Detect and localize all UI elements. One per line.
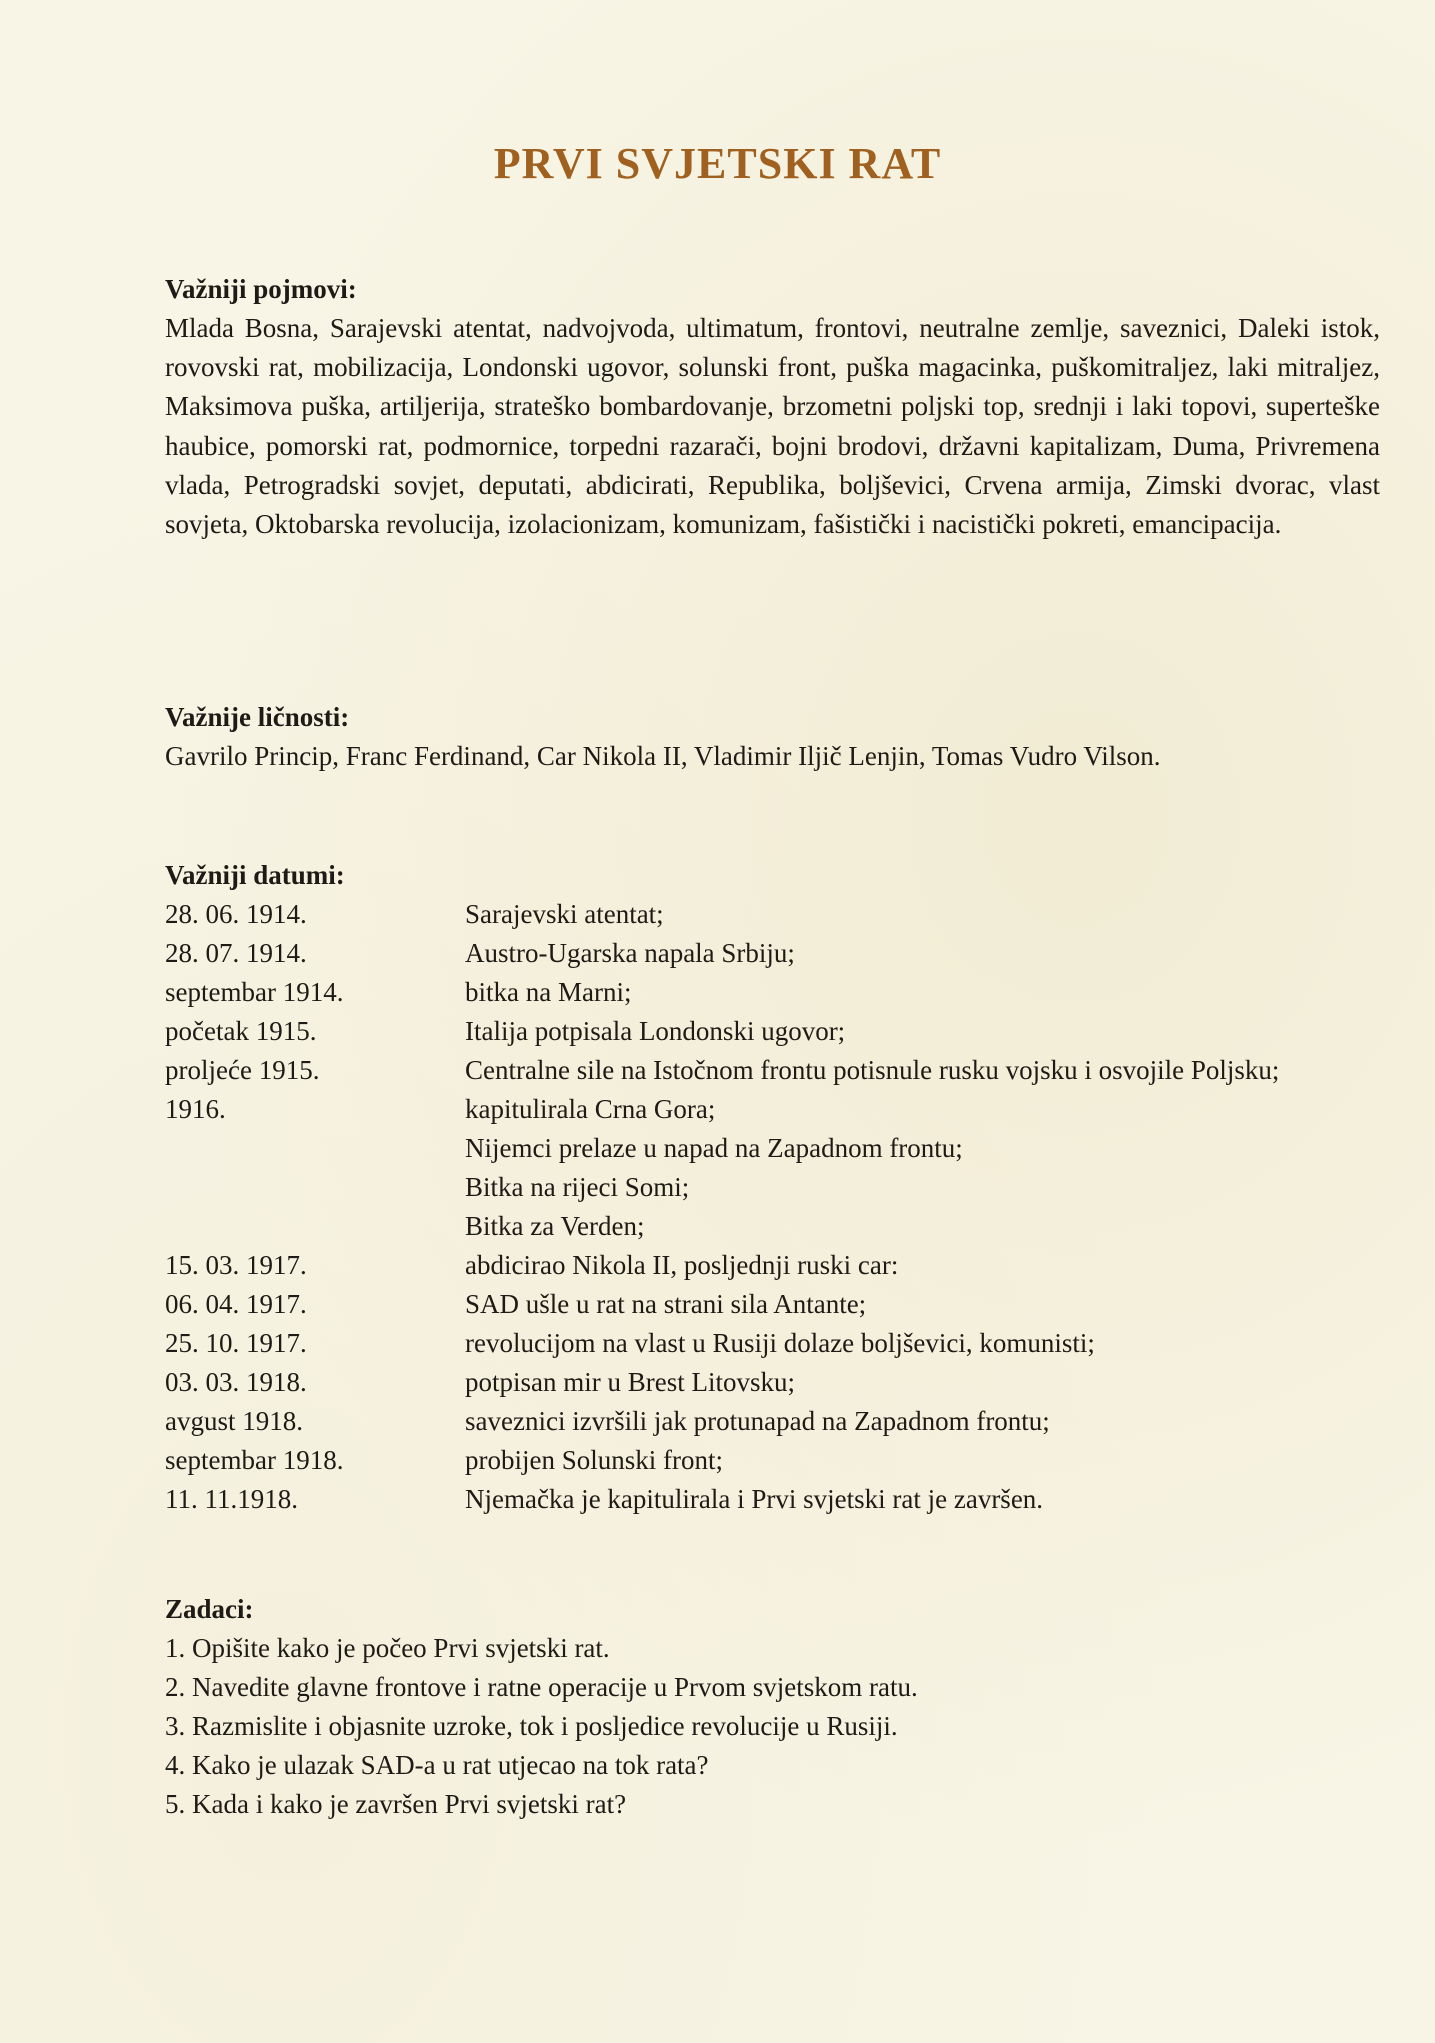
date-row	[165, 1051, 1380, 1090]
tasks-heading: Zadaci:	[165, 1594, 254, 1624]
date-row	[165, 1402, 1380, 1441]
event-cell: Bitka za Verden;	[465, 1211, 645, 1241]
terms-heading: Važniji pojmovi:	[165, 274, 357, 304]
event-cell: Austro-Ugarska napala Srbiju;	[465, 938, 795, 968]
date-row	[165, 1168, 1380, 1207]
event-cell: probijen Solunski front;	[465, 1445, 723, 1475]
event-cell: Sarajevski atentat;	[465, 899, 664, 929]
terms-section	[165, 270, 1380, 544]
task-item: 5. Kada i kako je završen Prvi svjetski rat?	[165, 1789, 627, 1819]
event-cell: saveznici izvršili jak protunapad na Zapadnom frontu;	[465, 1406, 1050, 1436]
date-cell	[165, 1129, 465, 1168]
date-row	[165, 1363, 1380, 1402]
dates-section	[165, 856, 1380, 1519]
event-cell: Njemačka je kapitulirala i Prvi svjetski rat je završen.	[465, 1484, 1044, 1514]
date-row	[165, 895, 1380, 934]
event-cell: potpisan mir u Brest Litovsku;	[465, 1367, 795, 1397]
event-cell: kapitulirala Crna Gora;	[465, 1094, 716, 1124]
date-cell	[165, 1207, 465, 1246]
date-cell: septembar 1914.	[165, 977, 344, 1007]
date-row	[165, 1207, 1380, 1246]
dates-table	[165, 895, 1380, 1519]
date-row	[165, 1324, 1380, 1363]
event-cell: abdicirao Nikola II, posljednji ruski car:	[465, 1250, 899, 1280]
terms-text: Mlada Bosna, Sarajevski atentat, nadvojvoda, ultimatum, frontovi, neutralne zemlje, saveznici, Daleki istok, rovovski rat, mobilizacija, Londonski ugovor, solunski front, puška magacinka, puškomitraljez, laki mitraljez, Maksimova puška, artiljerija, strateško bombardovanje, brzometni poljski top, srednji i laki topovi, superteške haubice, pomorski rat, podmornice, torpedni razarači, bojni brodovi, državni kapitalizam, Duma, Privremena vlada, Petrogradski sovjet, deputati, abdicirati, Republika, boljševici, Crvena armija, Zimski dvorac, vlast sovjeta, Oktobarska revolucija, izolacionizam, komunizam, fašistički i nacistički pokreti, emancipacija.	[165, 313, 1380, 540]
date-cell: proljeće 1915.	[165, 1055, 320, 1085]
event-cell: Nijemci prelaze u napad na Zapadnom frontu;	[465, 1133, 963, 1163]
date-cell: 03. 03. 1918.	[165, 1367, 307, 1397]
date-cell: 06. 04. 1917.	[165, 1289, 307, 1319]
event-cell: Bitka na rijeci Somi;	[465, 1172, 690, 1202]
date-row	[165, 1090, 1380, 1129]
event-cell: bitka na Marni;	[465, 977, 632, 1007]
date-row	[165, 1246, 1380, 1285]
persons-heading: Važnije ličnosti:	[165, 702, 350, 732]
page-title: PRVI SVJETSKI RAT	[493, 139, 942, 188]
persons-section	[165, 698, 1380, 776]
persons-text: Gavrilo Princip, Franc Ferdinand, Car Nikola II, Vladimir Iljič Lenjin, Tomas Vudro Vilson.	[165, 741, 1161, 771]
date-cell: početak 1915.	[165, 1016, 317, 1046]
task-item: 2. Navedite glavne frontove i ratne operacije u Prvom svjetskom ratu.	[165, 1672, 918, 1702]
event-cell: revolucijom na vlast u Rusiji dolaze boljševici, komunisti;	[465, 1328, 1095, 1358]
date-row	[165, 973, 1380, 1012]
dates-heading: Važniji datumi:	[165, 860, 345, 890]
date-row	[165, 1480, 1380, 1519]
date-row	[165, 1012, 1380, 1051]
date-row	[165, 1441, 1380, 1480]
tasks-section	[165, 1590, 1380, 1824]
task-item: 3. Razmislite i objasnite uzroke, tok i posljedice revolucije u Rusiji.	[165, 1711, 898, 1741]
event-cell: Centralne sile na Istočnom frontu potisnule rusku vojsku i osvojile Poljsku;	[465, 1055, 1280, 1085]
event-cell: SAD ušle u rat na strani sila Antante;	[465, 1289, 867, 1319]
date-cell: 15. 03. 1917.	[165, 1250, 307, 1280]
date-cell: 28. 06. 1914.	[165, 899, 307, 929]
date-row	[165, 1285, 1380, 1324]
date-cell: septembar 1918.	[165, 1445, 344, 1475]
date-cell: 25. 10. 1917.	[165, 1328, 307, 1358]
task-list	[165, 1629, 1380, 1824]
date-cell	[165, 1168, 465, 1207]
event-cell: Italija potpisala Londonski ugovor;	[465, 1016, 846, 1046]
date-cell: 1916.	[165, 1094, 226, 1124]
date-row	[165, 1129, 1380, 1168]
task-item: 4. Kako je ulazak SAD-a u rat utjecao na tok rata?	[165, 1750, 709, 1780]
date-cell: 28. 07. 1914.	[165, 938, 307, 968]
date-row	[165, 934, 1380, 973]
date-cell: avgust 1918.	[165, 1406, 303, 1436]
task-item: 1. Opišite kako je počeo Prvi svjetski rat.	[165, 1633, 610, 1663]
date-cell: 11. 11.1918.	[165, 1484, 298, 1514]
